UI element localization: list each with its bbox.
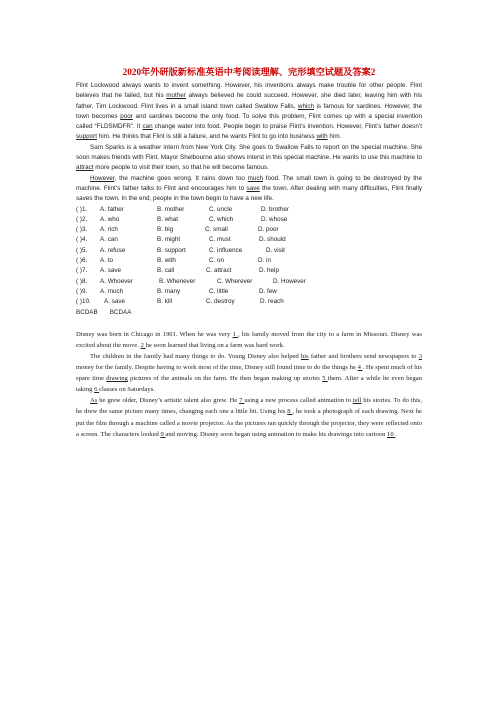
- blank-4: 4: [357, 364, 363, 372]
- question-row: ( )1. A. father B. mother C. uncle D. brother: [76, 205, 289, 213]
- passage-1-paragraph-1: Flint Lockwood always wants to invent something. However, his inventions always make trouble for other people. Flint believes that he failed, but his mother always believed he could succeed. However, she died later, leaving him with his father, Tim Lockwood. Flint lives in a small island town called Swallow Falls, which is famous for sardines. However, the town becomes poor and sardines become the only food. To solve this problem, Flint comes up with a special invention called “FLDSMDFR”. It can change water into food. People begin to praise Flint’s invention. However, Flint’s father doesn’t support him. He thinks that Flint is still a failure, and he wants Flint to go into business with him.: [76, 82, 423, 141]
- question-row: ( )2. A. who B. what C. which D. whose: [76, 215, 288, 223]
- underlined-word: with: [316, 133, 328, 141]
- underlined-word: drawing: [106, 375, 128, 383]
- underlined-word: which: [297, 102, 315, 110]
- underlined-word: much: [247, 174, 264, 182]
- question-row: ( )10. A. save B. kill C. destroy D. reach: [76, 298, 284, 306]
- blank-1: 1: [232, 330, 239, 338]
- passage-1-paragraph-3: However, the machine goes wrong. It rains down too much food. The small town is going to be destroyed by the machine. Flint’s father talks to Flint and encourages him to save the town. After dealing with many difficulties, Flint finally saves the town. In the end, people in the town begin to have a new life.: [76, 174, 422, 203]
- underlined-word: his: [300, 353, 309, 361]
- answer-key: BCDAB BCDAA: [76, 308, 132, 316]
- blank-8: 8: [287, 408, 293, 416]
- question-row: ( )4. A. can B. might C. must D. should: [76, 236, 286, 244]
- blank-5: 5: [322, 375, 328, 383]
- question-row: ( )3. A. rich B. big C. small D. poor: [76, 226, 279, 234]
- underlined-word: support: [76, 133, 98, 141]
- blank-6: 6: [94, 386, 100, 394]
- blank-9: 9: [160, 430, 166, 438]
- underlined-word: attract: [76, 164, 94, 172]
- blank-7: 7: [239, 397, 245, 405]
- blank-10: 10: [387, 430, 396, 438]
- passage-2-paragraph-1: Disney was born in Chicago in 1901. When he was very 1 , his family moved from the city to a farm in Missouri. Disney was excited about the move. 2 he soon learned that living on a farm was hard work.: [76, 330, 422, 349]
- question-row: ( )7. A. save B. call C. attract D. help: [76, 267, 279, 275]
- passage-2-paragraph-2: The children in the family had many things to do. Young Disney also helped his father and brothers send newspapers to 3 money for the family. Despite having to work most of the time, Disney still found time to do the things he 4 . He spent much of his spare time drawing pictures of the animals on the farm. He then began making up stories 5 them. After a while he even began taking 6 classes on Saturdays.: [76, 353, 423, 394]
- blank-2: 2: [140, 341, 146, 349]
- underlined-word: tell: [352, 397, 362, 405]
- underlined-word: However: [90, 174, 115, 182]
- passage-1-paragraph-2: Sam Sparks is a weather intern from New York City. She goes to Swallow Falls to report on the special machine. She soon makes friends with Flint. Mayor Shelbourne also shows interst in this special machine. He wants to use this machine to attract more people to visit their town, so that he will become famous.: [76, 143, 422, 172]
- underlined-word: can: [142, 123, 153, 131]
- underlined-word: poor: [120, 112, 133, 120]
- question-list: [76, 205, 422, 308]
- passage-2-paragraph-3: As he grew older, Disney’s artistic talent also grew. He 7 using a new process called animation to tell his stories. To do this, he drew the same picture many times, changing each one a little bit. Using his 8 , he took a photograph of each drawing. Next he put the film through a machine called a movie projector. As the pictures ran quickly through the projector, they were reflected onto a screen. The characters looked 9 and moving. Disney soon began using animation to make his drawings into cartoon 10 .: [76, 397, 422, 438]
- question-row: ( )8. A. Whoever B. Whenever C. Wherever D. However: [76, 277, 306, 285]
- document-page: [76, 64, 422, 440]
- page-title: 2020年外研版新标准英语中考阅读理解、完形填空试题及答案2: [122, 67, 376, 77]
- underlined-word: As: [90, 397, 98, 405]
- underlined-word: mother: [166, 92, 186, 100]
- question-row: ( )5. A. refuse B. support C. influence D. visit: [76, 246, 285, 254]
- blank-3: 3: [418, 353, 422, 361]
- underlined-word: save: [246, 184, 260, 192]
- question-row: ( )9. A. much B. many C. little D. few: [76, 287, 277, 295]
- question-row: ( )6. A. to B. with C. on D. in: [76, 257, 271, 265]
